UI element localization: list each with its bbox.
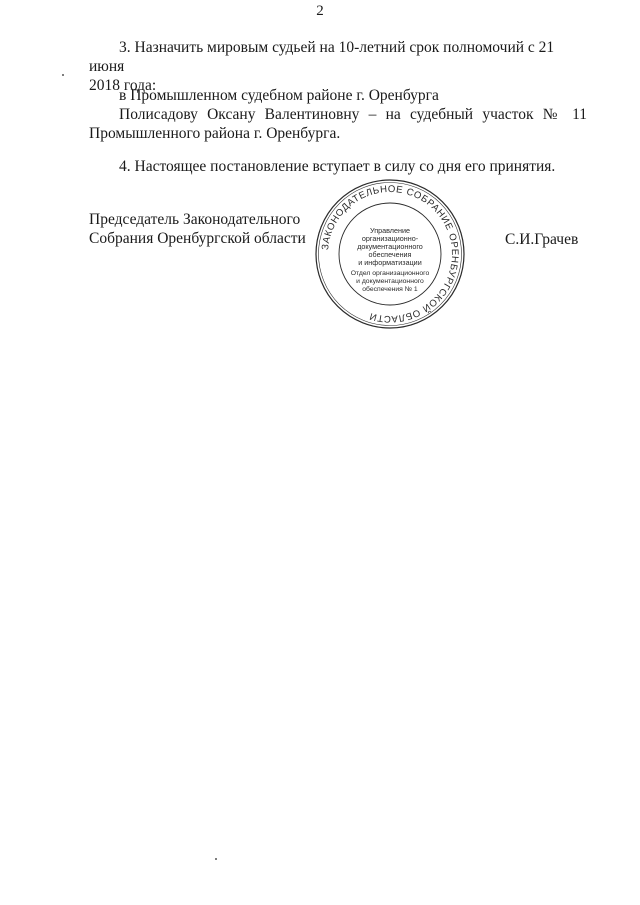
item-4-paragraph: 4. Настоящее постановление вступает в силу со дня его принятия. [119, 158, 556, 175]
official-stamp [314, 178, 466, 330]
signatory-title [89, 210, 306, 248]
stamp-inner-line-5: и информатизации [358, 258, 422, 267]
appointee-paragraph: Полисадову Оксану Валентиновну – на судебный участок № 11 Промышленного района г. Оренбурга. [89, 106, 587, 142]
page-number: 2 [316, 3, 324, 19]
district-line: в Промышленном судебном районе г. Оренбурга [119, 87, 439, 104]
item-3-line-2: 2018 года: [89, 77, 157, 94]
stamp-inner-line-3: документационного [357, 242, 423, 251]
item-3-line-1: 3. Назначить мировым судьей на 10-летний срок полномочий с 21 июня [89, 39, 555, 75]
stamp-inner-line-2: организационно- [361, 234, 419, 243]
stamp-inner-line-1: Управление [370, 226, 410, 235]
signatory-title-line-1: Председатель Законодательного [89, 211, 301, 228]
scan-speck [215, 858, 217, 860]
stamp-inner-line-7: и документационного [356, 278, 424, 285]
stamp-inner-line-8: обеспечения № 1 [362, 286, 418, 293]
signatory-title-line-2: Собрания Оренбургской области [89, 230, 306, 247]
scan-speck [62, 74, 64, 76]
signatory-name: С.И.Грачев [505, 231, 579, 248]
stamp-inner-line-6: Отдел организационного [350, 270, 430, 277]
stamp-ring-text-path: ЗАКОНОДАТЕЛЬНОЕ СОБРАНИЕ ОРЕНБУРГСКОЙ ОБЛАСТИ [320, 183, 461, 325]
stamp-inner-line-4: обеспечения [368, 250, 412, 259]
